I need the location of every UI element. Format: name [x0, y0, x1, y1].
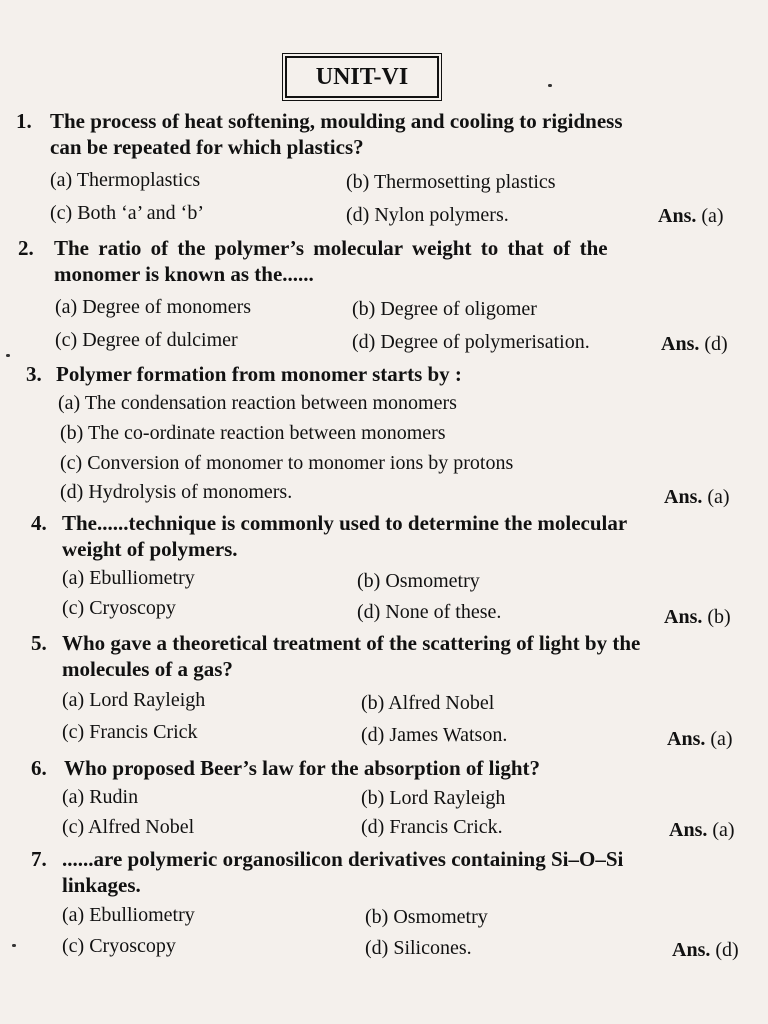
question-text-line2: monomer is known as the...... [54, 262, 314, 286]
option-a: (a) Rudin [62, 786, 139, 808]
question-4 [31, 510, 751, 564]
answer-value: (b) [707, 606, 731, 628]
option-c: (c) Alfred Nobel [62, 816, 195, 838]
question-6 [31, 755, 751, 783]
answer [667, 727, 733, 751]
question-text-line1: ......are polymeric organosilicon derivatives containing Si–O–Si [62, 847, 624, 871]
answer-value: (a) [707, 486, 730, 508]
option-a: (a) Ebulliometry [62, 567, 195, 589]
question-text-line2: weight of polymers. [62, 537, 238, 561]
answer [661, 332, 728, 356]
answer-label: Ans. [664, 486, 703, 508]
answer-value: (d) [715, 939, 739, 961]
answer-value: (d) [704, 333, 728, 355]
answer-label: Ans. [669, 819, 708, 841]
option-a: (a) Degree of monomers [55, 296, 252, 318]
option-d: (d) Nylon polymers. [346, 204, 509, 226]
option-a: (a) Ebulliometry [62, 904, 195, 926]
question-text-line1: The process of heat softening, moulding and cooling to rigidness [50, 109, 623, 133]
question-text-line1: Who gave a theoretical treatment of the scattering of light by the [62, 631, 641, 655]
option-d: (d) None of these. [357, 601, 502, 623]
question-number: 3. [26, 362, 42, 386]
option-c: (c) Degree of dulcimer [55, 329, 238, 351]
question-5 [31, 630, 751, 684]
question-text-line2: molecules of a gas? [62, 657, 233, 681]
question-text-line1: Who proposed Beer’s law for the absorption of light? [64, 756, 541, 780]
option-b: (b) Lord Rayleigh [361, 787, 506, 809]
option-b: (b) Degree of oligomer [352, 298, 537, 320]
answer-label: Ans. [664, 606, 703, 628]
option-c: (c) Both ‘a’ and ‘b’ [50, 202, 205, 224]
question-number: 7. [31, 847, 47, 871]
option-c: (c) Francis Crick [62, 721, 198, 743]
option-d: (d) Silicones. [365, 937, 472, 959]
option-b: (b) Osmometry [365, 906, 488, 928]
answer-label: Ans. [667, 728, 706, 750]
question-number: 4. [31, 511, 47, 535]
answer [658, 204, 724, 228]
answer-value: (a) [701, 205, 724, 227]
print-mark [6, 354, 10, 357]
option-b: (b) Osmometry [357, 570, 480, 592]
question-2 [18, 235, 758, 289]
question-number: 6. [31, 756, 47, 780]
option-b: (b) Alfred Nobel [361, 692, 495, 714]
option-a: (a) Lord Rayleigh [62, 689, 206, 711]
option-b: (b) The co-ordinate reaction between monomers [60, 422, 446, 444]
question-text-line1: The ratio of the polymer’s molecular weight to that of the [54, 236, 608, 260]
question-text-line2: linkages. [62, 873, 141, 897]
answer [672, 938, 739, 962]
question-text-line1: The......technique is commonly used to determine the molecular [62, 511, 628, 535]
option-c: (c) Cryoscopy [62, 597, 176, 619]
answer-label: Ans. [672, 939, 711, 961]
option-a: (a) Thermoplastics [50, 169, 201, 191]
option-d: (d) Hydrolysis of monomers. [60, 481, 293, 503]
option-c: (c) Cryoscopy [62, 935, 176, 957]
question-text-line2: can be repeated for which plastics? [50, 135, 364, 159]
answer [664, 605, 731, 629]
option-a: (a) The condensation reaction between monomers [58, 392, 457, 414]
answer [669, 818, 735, 842]
answer-label: Ans. [661, 333, 700, 355]
question-3 [26, 361, 746, 389]
question-1 [16, 108, 756, 162]
answer [664, 485, 730, 509]
question-number: 1. [16, 109, 32, 133]
question-text-line1: Polymer formation from monomer starts by : [56, 362, 462, 386]
question-number: 2. [18, 236, 34, 260]
answer-label: Ans. [658, 205, 697, 227]
question-7 [31, 846, 759, 900]
answer-value: (a) [710, 728, 733, 750]
option-d: (d) Degree of polymerisation. [352, 331, 590, 353]
option-d: (d) James Watson. [361, 724, 508, 746]
answer-value: (a) [712, 819, 735, 841]
option-b: (b) Thermosetting plastics [346, 171, 556, 193]
print-mark [548, 84, 552, 87]
option-d: (d) Francis Crick. [361, 816, 503, 838]
question-number: 5. [31, 631, 47, 655]
print-mark [12, 944, 16, 947]
unit-title: UNIT-VI [285, 56, 439, 98]
option-c: (c) Conversion of monomer to monomer ions by protons [60, 452, 514, 474]
